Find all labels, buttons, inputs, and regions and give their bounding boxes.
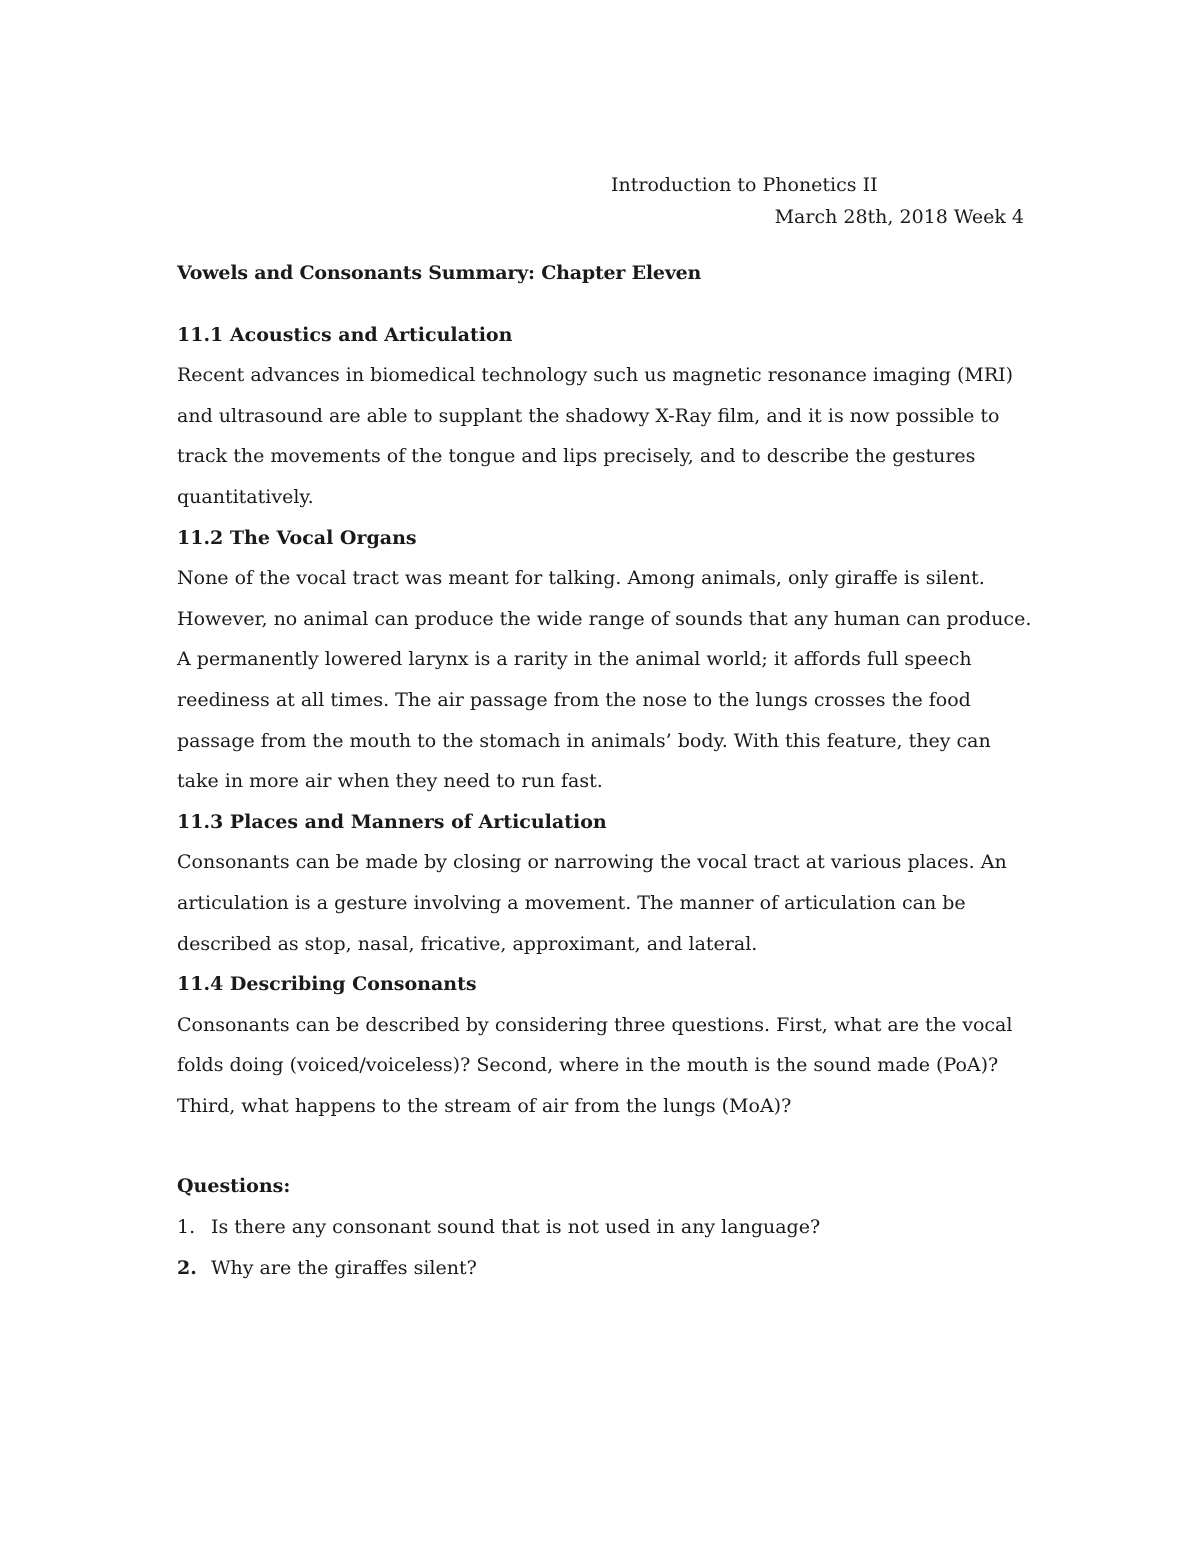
section-heading: 11.3 Places and Manners of Articulation <box>177 810 607 833</box>
section-paragraph: Recent advances in biomedical technology such us magnetic resonance imaging (MRI) and ultrasound are able to supplant the shadowy X-Ray film, and it is now possible to track the movements of the tongue and lips precisely, and to describe the gestures quantitatively. <box>177 364 1014 508</box>
question-number: 2. <box>177 1256 197 1279</box>
question-number: 1. <box>177 1216 196 1239</box>
section-vocal-organs <box>177 518 1037 802</box>
list-item <box>177 1207 1037 1248</box>
section-heading: 11.4 Describing Consonants <box>177 973 477 996</box>
section-paragraph: Consonants can be described by considering three questions. First, what are the vocal folds doing (voiced/voiceless)? Second, where in the mouth is the sound made (PoA)? Third, what happens to the stream of air from the lungs (MoA)? <box>177 1013 1013 1117</box>
course-title: Introduction to Phonetics II <box>611 174 878 196</box>
section-describing-consonants <box>177 964 1037 1126</box>
section-paragraph: Consonants can be made by closing or narrowing the vocal tract at various places. An articulation is a gesture involving a movement. The manner of articulation can be described as stop, nasal, fricative, approximant, and lateral. <box>177 851 1007 955</box>
document-title: Vowels and Consonants Summary: Chapter Eleven <box>177 262 702 284</box>
questions-heading: Questions: <box>177 1175 291 1198</box>
date-line: March 28th, 2018 Week 4 <box>774 206 1024 228</box>
document-body <box>177 253 1037 1288</box>
question-text: Why are the giraffes silent? <box>211 1256 477 1279</box>
section-paragraph: None of the vocal tract was meant for talking. Among animals, only giraffe is silent. However, no animal can produce the wide range of sounds that any human can produce. A permanently lowered larynx is a rarity in the animal world; it affords full speech reediness at all times. The air passage from the nose to the lungs crosses the food passage from the mouth to the stomach in animals’ body. With this feature, they can take in more air when they need to run fast. <box>177 567 1032 793</box>
questions-list <box>177 1207 1037 1288</box>
section-heading: 11.1 Acoustics and Articulation <box>177 323 513 346</box>
question-text: Is there any consonant sound that is not used in any language? <box>211 1216 821 1239</box>
list-item <box>177 1248 1037 1289</box>
section-places-manners <box>177 802 1037 964</box>
section-heading: 11.2 The Vocal Organs <box>177 526 417 549</box>
section-acoustics <box>177 315 1037 518</box>
